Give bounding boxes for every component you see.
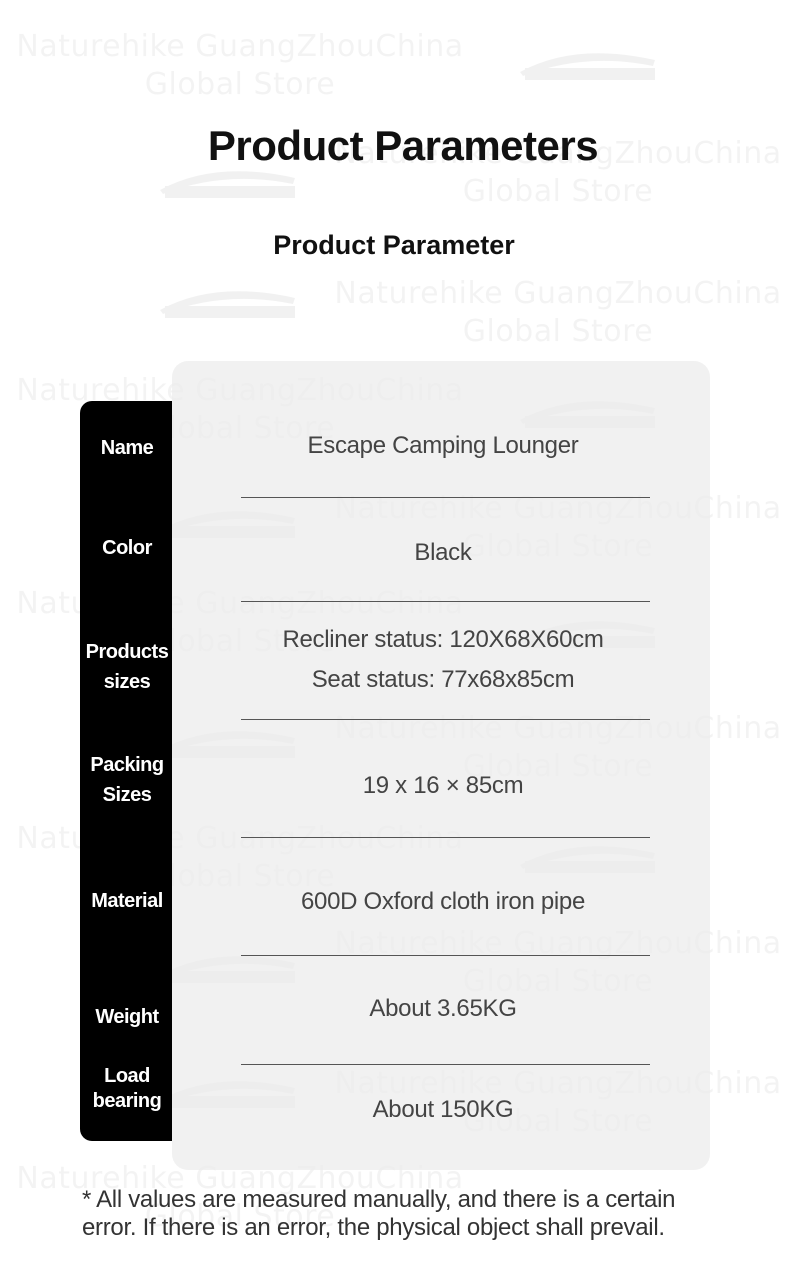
page-title: Product Parameters	[207, 122, 599, 169]
row-divider	[241, 837, 650, 838]
param-label-packing-sizes: Packing Sizes	[90, 754, 164, 806]
watermark-text	[10, 28, 470, 104]
param-label-weight: Weight	[95, 1006, 159, 1028]
param-value-load-bearing: About 150KG	[372, 1096, 514, 1123]
param-label-load-bearing: Load bearing	[92, 1065, 162, 1112]
watermark-text	[328, 275, 788, 351]
brand-logo-icon	[155, 280, 305, 322]
param-label-name: Name	[100, 437, 154, 459]
row-divider	[241, 719, 650, 720]
param-value-packing-sizes: 19 x 16 × 85cm	[362, 772, 524, 799]
param-value-material: 600D Oxford cloth iron pipe	[300, 888, 586, 915]
brand-logo-icon	[515, 42, 665, 84]
row-divider	[241, 1064, 650, 1065]
param-value-products-sizes: Recliner status: 120X68X60cm Seat status: 77x68x85cm	[282, 626, 604, 693]
row-divider	[241, 497, 650, 498]
param-value-weight: About 3.65KG	[369, 995, 517, 1022]
param-value-name: Escape Camping Lounger	[307, 432, 579, 459]
page-subtitle: Product Parameter	[273, 230, 515, 260]
row-divider	[241, 601, 650, 602]
param-value-color: Black	[414, 539, 472, 566]
param-label-material: Material	[91, 890, 163, 912]
row-divider	[241, 955, 650, 956]
measurement-footnote: * All values are measured manually, and there is a certain error. If there is an error, the physical object shall prevail.	[82, 1186, 676, 1241]
param-label-color: Color	[102, 537, 152, 559]
param-label-products-sizes: Products sizes	[85, 641, 169, 693]
